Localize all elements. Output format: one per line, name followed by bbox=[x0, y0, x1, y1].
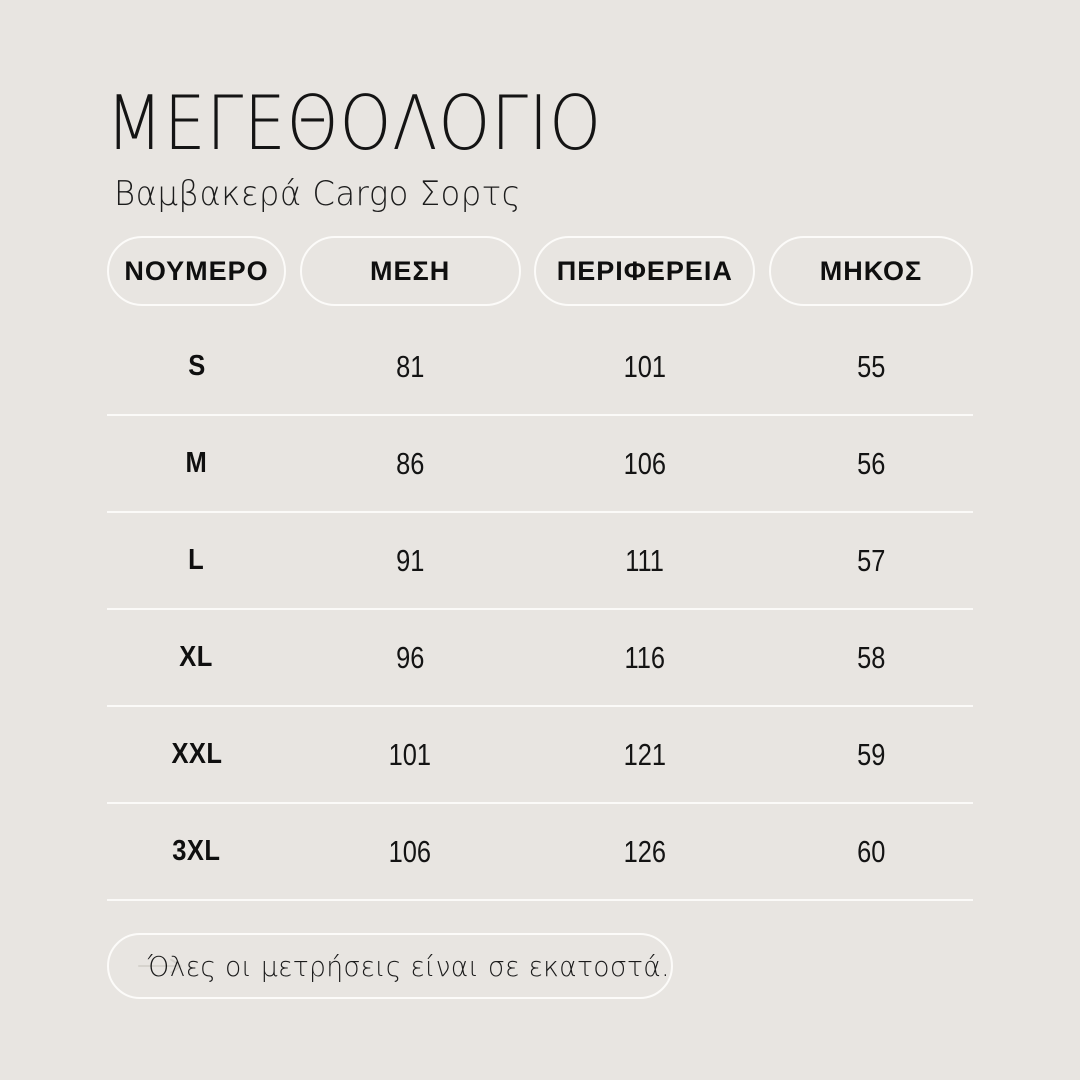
length-value: 56 bbox=[856, 445, 886, 481]
table-row-m bbox=[107, 416, 973, 513]
hip-value: 111 bbox=[625, 542, 665, 578]
size-label: 3XL bbox=[172, 835, 221, 867]
size-label: XL bbox=[179, 641, 214, 673]
column-header-waist: ΜΕΣΗ bbox=[300, 236, 521, 306]
page-title: ΜΕΓΕΘΟΛΟΓΙΟ bbox=[106, 79, 602, 167]
column-header-hip: ΠΕΡΙΦΕΡΕΙΑ bbox=[534, 236, 755, 306]
length-value: 57 bbox=[856, 542, 886, 578]
size-label: M bbox=[185, 447, 208, 479]
hip-value: 126 bbox=[623, 833, 667, 869]
table-row-xxl bbox=[107, 707, 973, 804]
length-value: 60 bbox=[856, 833, 886, 869]
length-value: 55 bbox=[856, 348, 886, 384]
column-header-size: ΝΟΥΜΕΡΟ bbox=[107, 236, 286, 306]
hip-value: 101 bbox=[623, 348, 667, 384]
waist-value: 86 bbox=[396, 445, 425, 481]
size-table bbox=[107, 319, 973, 901]
length-value: 59 bbox=[856, 736, 886, 772]
measurement-note-pill bbox=[107, 933, 673, 999]
hip-value: 116 bbox=[624, 639, 666, 675]
size-label: L bbox=[188, 544, 205, 576]
page-subtitle: Βαμβακερά Cargo Σορτς bbox=[114, 174, 522, 214]
waist-value: 101 bbox=[388, 736, 432, 772]
table-row-xl bbox=[107, 610, 973, 707]
length-value: 58 bbox=[856, 639, 886, 675]
table-header-row bbox=[107, 236, 973, 306]
column-header-length: ΜΗΚΟΣ bbox=[769, 236, 973, 306]
table-row-l bbox=[107, 513, 973, 610]
table-row-3xl bbox=[107, 804, 973, 901]
waist-value: 96 bbox=[396, 639, 425, 675]
hip-value: 121 bbox=[623, 736, 667, 772]
title-block bbox=[106, 79, 670, 214]
waist-value: 91 bbox=[396, 542, 425, 578]
table-row-s bbox=[107, 319, 973, 416]
size-label: XXL bbox=[171, 738, 222, 770]
waist-value: 106 bbox=[388, 833, 432, 869]
size-label: S bbox=[187, 350, 206, 382]
waist-value: 81 bbox=[396, 348, 425, 384]
hip-value: 106 bbox=[623, 445, 667, 481]
measurement-note-text: Όλες οι μετρήσεις είναι σε εκατοστά. bbox=[147, 949, 671, 983]
